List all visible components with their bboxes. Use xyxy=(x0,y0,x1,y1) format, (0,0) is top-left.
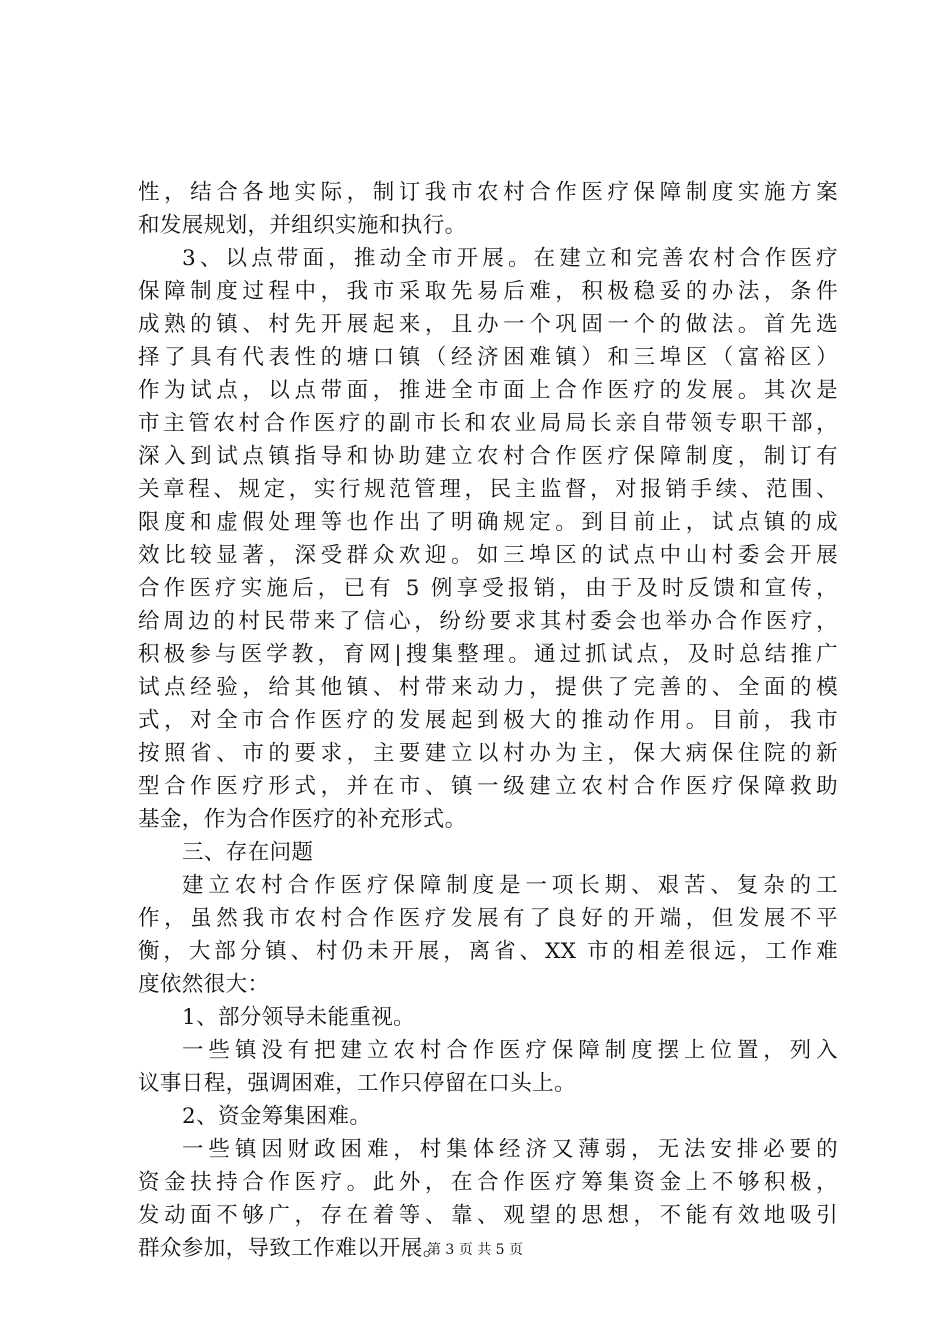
text-line: 资金扶持合作医疗。此外，在合作医疗筹集资金上不够积极， xyxy=(138,1170,838,1195)
text-line: 群众参加，导致工作难以开展。 xyxy=(138,1236,445,1261)
text-line: 保障制度过程中，我市采取先易后难，积极稳妥的办法，条件 xyxy=(138,279,838,304)
text-line: 一些镇没有把建立农村合作医疗保障制度摆上位置，列入 xyxy=(182,1038,838,1063)
text-line: 基金，作为合作医疗的补充形式。 xyxy=(138,807,467,832)
text-line: 衡，大部分镇、村仍未开展，离省、XX 市的相差很远，工作难 xyxy=(138,939,838,964)
text-line: 议事日程，强调困难，工作只停留在口头上。 xyxy=(138,1071,577,1096)
text-line: 建立农村合作医疗保障制度是一项长期、艰苦、复杂的工 xyxy=(182,873,838,898)
text-line: 限度和虚假处理等也作出了明确规定。到目前止，试点镇的成 xyxy=(138,510,838,535)
page-footer: 第 3 页 共 5 页 xyxy=(426,1242,524,1258)
text-line: 度依然很大： xyxy=(138,972,270,997)
text-line: 按照省、市的要求，主要建立以村办为主，保大病保住院的新 xyxy=(138,741,838,766)
text-line: 2、资金筹集困难。 xyxy=(182,1104,372,1129)
document-body xyxy=(138,176,838,1265)
text-line: 成熟的镇、村先开展起来，且办一个巩固一个的做法。首先选 xyxy=(138,312,838,337)
text-line: 市主管农村合作医疗的副市长和农业局局长亲自带领专职干部， xyxy=(138,411,838,436)
text-line: 作，虽然我市农村合作医疗发展有了良好的开端，但发展不平 xyxy=(138,906,838,931)
text-line: 1、部分领导未能重视。 xyxy=(182,1005,416,1030)
text-line: 关章程、规定，实行规范管理，民主监督，对报销手续、范围、 xyxy=(138,477,838,502)
text-line: 试点经验，给其他镇、村带来动力，提供了完善的、全面的模 xyxy=(138,675,838,700)
text-line: 和发展规划，并组织实施和执行。 xyxy=(138,213,467,238)
text-line: 三、存在问题 xyxy=(182,840,314,865)
text-line: 积极参与医学教，育网|搜集整理。通过抓试点，及时总结推广 xyxy=(138,642,838,667)
text-line: 性，结合各地实际，制订我市农村合作医疗保障制度实施方案 xyxy=(138,180,838,205)
text-line: 给周边的村民带来了信心，纷纷要求其村委会也举办合作医疗， xyxy=(138,609,838,634)
text-line: 式，对全市合作医疗的发展起到极大的推动作用。目前，我市 xyxy=(138,708,838,733)
text-line: 发动面不够广，存在着等、靠、观望的思想，不能有效地吸引 xyxy=(138,1203,838,1228)
text-line: 作为试点，以点带面，推进全市面上合作医疗的发展。其次是 xyxy=(138,378,838,403)
text-line: 一些镇因财政困难，村集体经济又薄弱，无法安排必要的 xyxy=(182,1137,838,1162)
text-line: 择了具有代表性的塘口镇（经济困难镇）和三埠区（富裕区） xyxy=(138,345,838,370)
text-line: 效比较显著，深受群众欢迎。如三埠区的试点中山村委会开展 xyxy=(138,543,838,568)
text-line: 合作医疗实施后，已有 5 例享受报销，由于及时反馈和宣传， xyxy=(138,576,838,601)
text-line: 3、以点带面，推动全市开展。在建立和完善农村合作医疗 xyxy=(182,246,838,271)
text-line: 深入到试点镇指导和协助建立农村合作医疗保障制度，制订有 xyxy=(138,444,838,469)
text-line: 型合作医疗形式，并在市、镇一级建立农村合作医疗保障救助 xyxy=(138,774,838,799)
